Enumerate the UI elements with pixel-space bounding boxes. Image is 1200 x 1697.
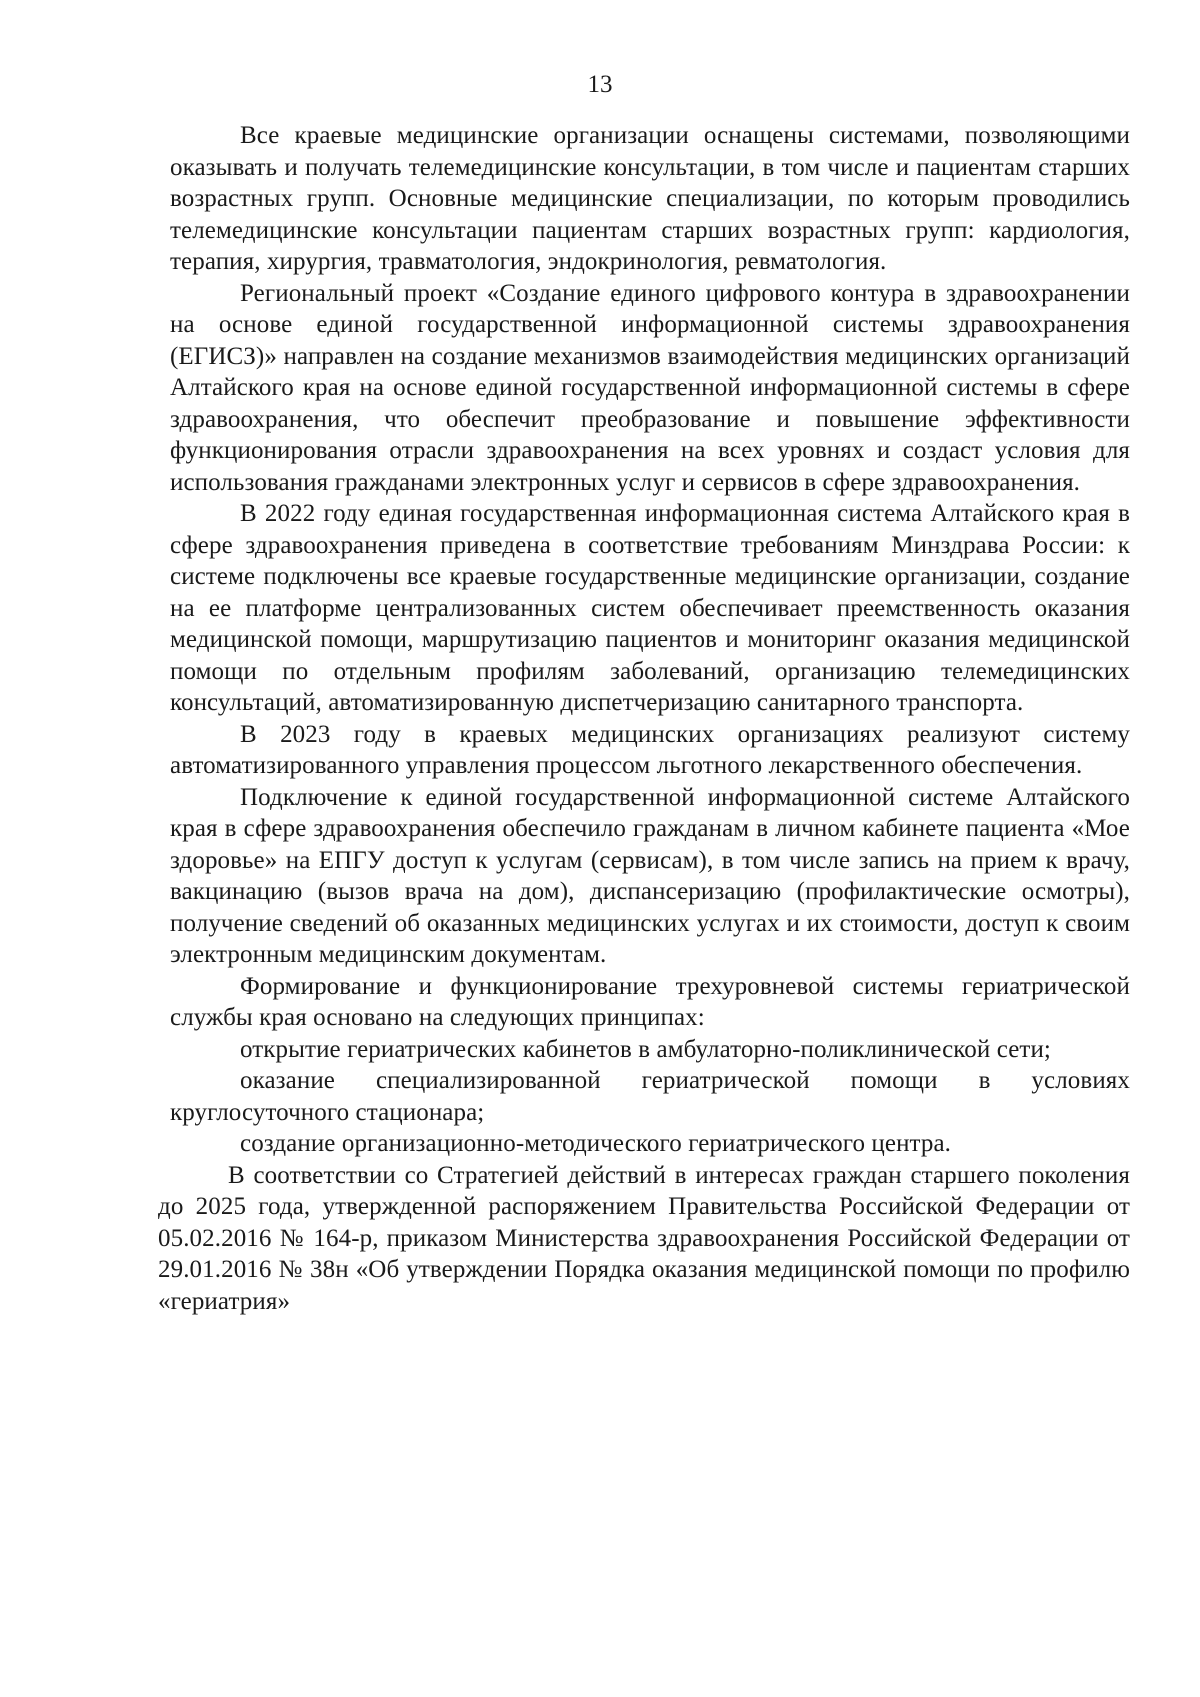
- paragraph-geriatric-principles: Формирование и функционирование трехуровневой системы гериатрической службы края основано на следующих принципах:: [170, 972, 1130, 1031]
- document-body: [158, 120, 1130, 1317]
- paragraph-connection: Подключение к единой государственной информационной системе Алтайского края в сфере здравоохранения обеспечило гражданам в личном кабинете пациента «Мое здоровье» на ЕПГУ доступ к услугам (сервисам), в том числе запись на прием к врачу, вакцинацию (вызов врача на дом), диспансеризацию (профилактические осмотры), получение сведений об оказанных медицинских услугах и их стоимости, доступ к своим электронным медицинским документам.: [170, 783, 1130, 968]
- list-item-specialized-help: оказание специализированной гериатрической помощи в условиях круглосуточного стационара;: [170, 1067, 1130, 1126]
- paragraph-telemedicine: Все краевые медицинские организации оснащены системами, позволяющими оказывать и получать телемедицинские консультации, в том числе и пациентам старших возрастных групп. Основные медицинские специализации, по которым проводились телемедицинские консультации пациентам старших возрастных групп: кардиология, терапия, хирургия, травматология, эндокринология, ревматология.: [170, 122, 1130, 275]
- page-number: 13: [587, 71, 613, 98]
- paragraph-2023-system: В 2023 году в краевых медицинских организациях реализуют систему автоматизированного управления процессом льготного лекарственного обеспечения.: [170, 720, 1130, 779]
- paragraph-strategy: В соответствии со Стратегией действий в интересах граждан старшего поколения до 2025 года, утвержденной распоряжением Правительства Российской Федерации от 05.02.2016 № 164-р, приказом Министерства здравоохранения Российской Федерации от 29.01.2016 № 38н «Об утверждении Порядка оказания медицинской помощи по профилю «гериатрия»: [158, 1161, 1130, 1315]
- list-item-methodical-center: создание организационно-методического гериатрического центра.: [240, 1130, 952, 1157]
- list-item-geriatric-offices: открытие гериатрических кабинетов в амбулаторно-поликлинической сети;: [240, 1035, 1051, 1063]
- paragraph-2022-system: В 2022 году единая государственная информационная система Алтайского края в сфере здравоохранения приведена в соответствие требованиям Минздрава России: к системе подключены все краевые государственные медицинские организации, создание на ее платформе централизованных систем обеспечивает преемственность оказания медицинской помощи, маршрутизацию пациентов и мониторинг оказания медицинской помощи по отдельным профилям заболеваний, организацию телемедицинских консультаций, автоматизированную диспетчеризацию санитарного транспорта.: [170, 500, 1130, 716]
- paragraph-regional-project: Региональный проект «Создание единого цифрового контура в здравоохранении на основе единой государственной информационной системы здравоохранения (ЕГИСЗ)» направлен на создание механизмов взаимодействия медицинских организаций Алтайского края на основе единой государственной информационной системы в сфере здравоохранения, что обеспечит преобразование и повышение эффективности функционирования отрасли здравоохранения на всех уровнях и создаст условия для использования гражданами электронных услуг и сервисов в сфере здравоохранения.: [170, 279, 1130, 496]
